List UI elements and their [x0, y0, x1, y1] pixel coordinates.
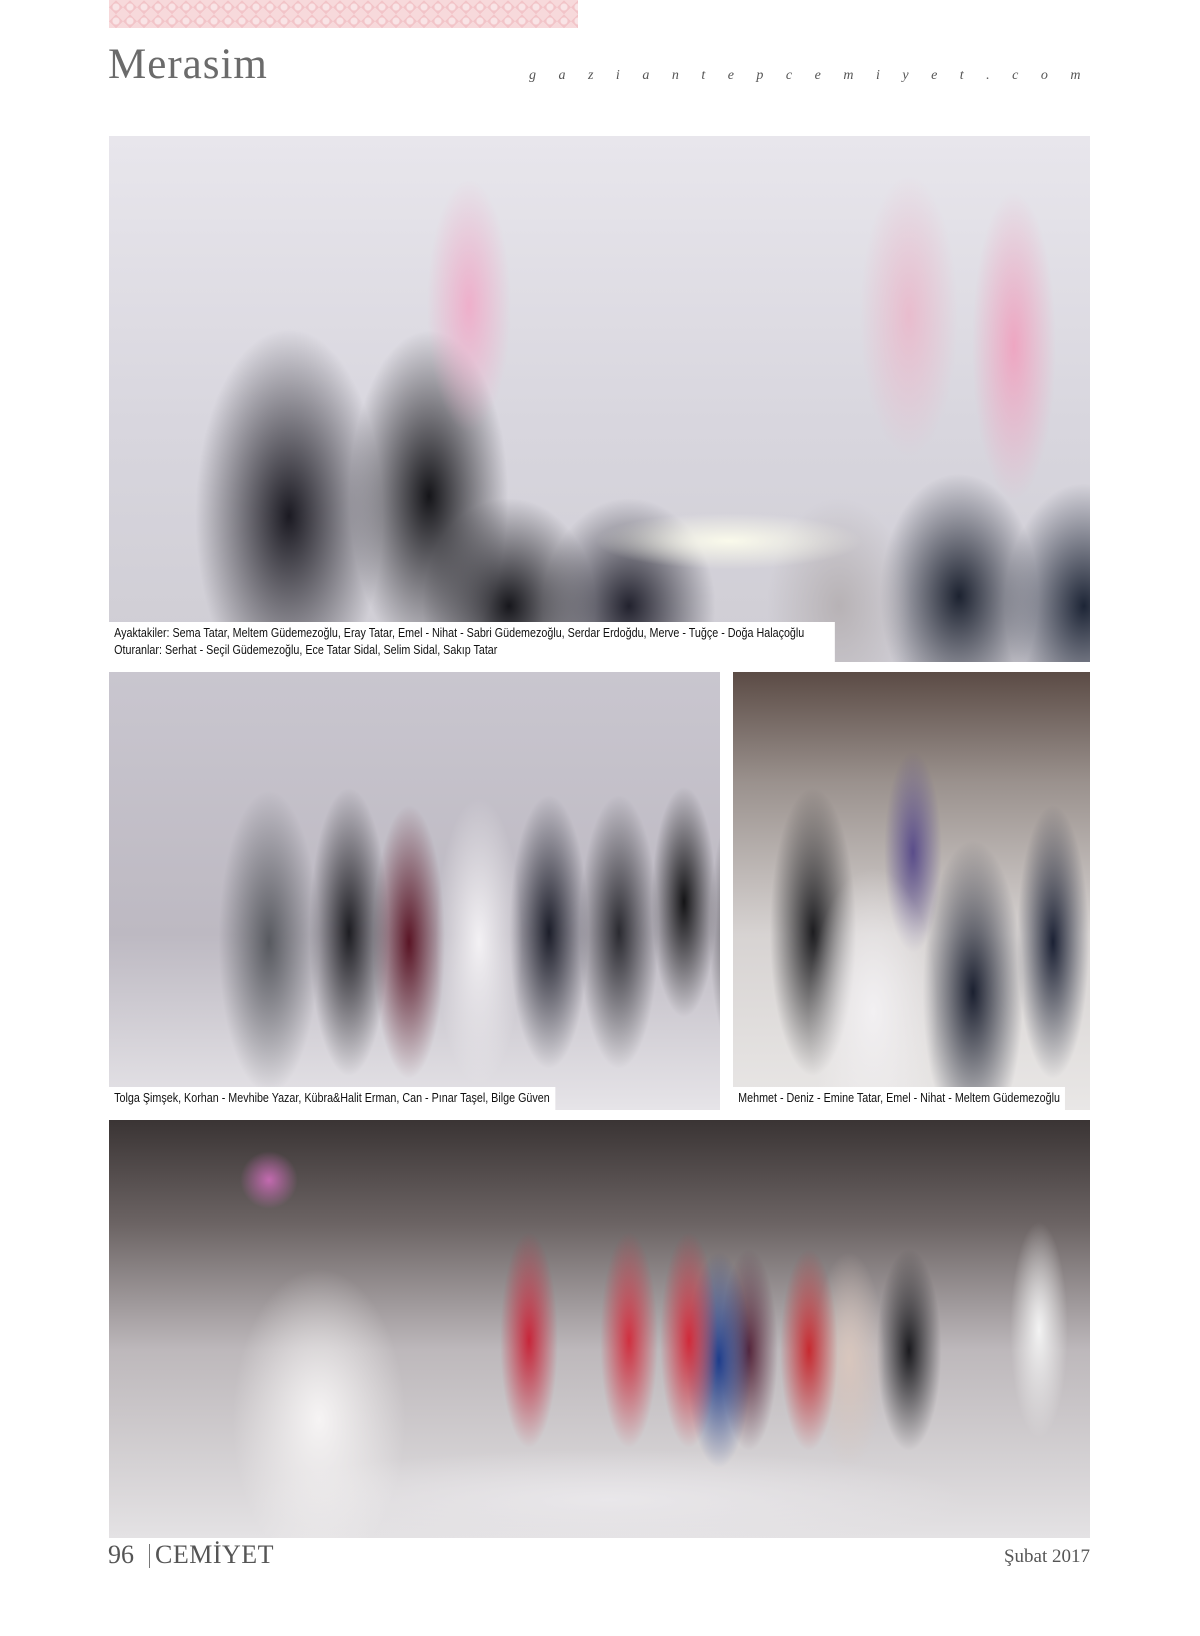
page-number: 96 — [108, 1540, 134, 1569]
caption-line: Ayaktakiler: Sema Tatar, Meltem Güdemezoğlu, Eray Tatar, Emel - Nihat - Sabri Güdemezoğlu, Serdar Erdoğdu, Merve - Tuğçe - Doğa Halaçoğlu — [114, 626, 805, 640]
photo-couple-with-family — [733, 672, 1090, 1110]
magazine-name: CEMİYET — [155, 1540, 275, 1569]
caption-line: Oturanlar: Serhat - Seçil Güdemezoğlu, Ece Tatar Sidal, Selim Sidal, Sakıp Tatar — [114, 643, 498, 657]
photo-group-portrait — [109, 136, 1090, 662]
caption-line: Tolga Şimşek, Korhan - Mevhibe Yazar, Kübra&Halit Erman, Can - Pınar Taşel, Bilge Güven — [114, 1091, 550, 1105]
section-title: Merasim — [108, 41, 268, 88]
footer-divider — [149, 1544, 150, 1568]
photo-caption — [733, 1087, 1065, 1110]
photo-bouquet-toss — [109, 1120, 1090, 1538]
photo-caption — [109, 622, 835, 662]
caption-line: Mehmet - Deniz - Emine Tatar, Emel - Nihat - Meltem Güdemezoğlu — [738, 1091, 1060, 1105]
decorative-top-band — [109, 0, 578, 28]
photo-caption — [109, 1087, 555, 1110]
issue-date: Şubat 2017 — [1003, 1546, 1090, 1567]
photo-guests-with-bride — [109, 672, 720, 1110]
site-url: g a z i a n t e p c e m i y e t . c o m — [528, 68, 1090, 83]
